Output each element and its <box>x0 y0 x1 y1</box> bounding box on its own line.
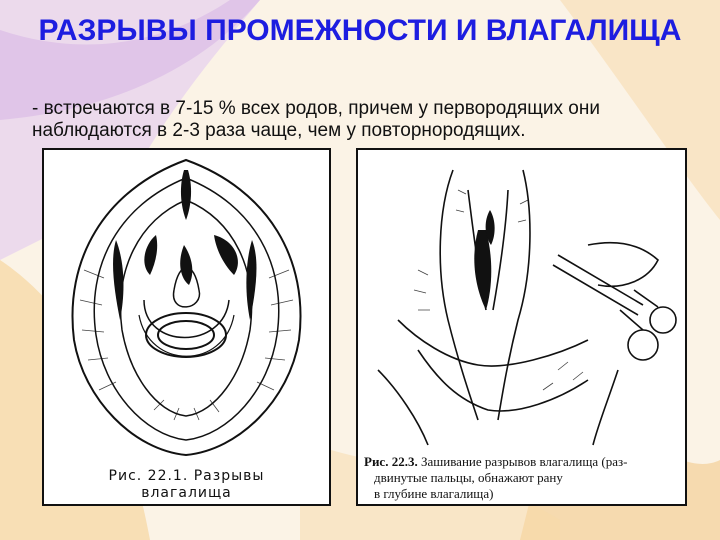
figure-2-caption-line-2: двинутые пальцы, обнажают рану <box>374 470 563 485</box>
vaginal-tears-illustration <box>44 150 329 460</box>
figure-1-caption-line-2: влагалища <box>141 485 232 501</box>
figure-vaginal-tears <box>42 148 331 506</box>
figure-2-caption-line-1: Зашивание разрывов влагалища (раз- <box>417 454 628 469</box>
body-text <box>32 98 702 142</box>
page-title: РАЗРЫВЫ ПРОМЕЖНОСТИ И ВЛАГАЛИЩА <box>38 14 682 47</box>
figure-2-caption <box>364 454 682 502</box>
vaginal-suture-illustration <box>358 150 685 450</box>
body-text-line-1: - встречаются в 7-15 % всех родов, причем у первородящих они <box>32 98 600 119</box>
figure-1-caption <box>44 468 329 502</box>
figure-2-caption-line-3: в глубине влагалища) <box>374 486 494 501</box>
body-text-line-2: наблюдаются в 2-3 раза чаще, чем у повторнородящих. <box>32 120 526 141</box>
figure-2-caption-label: Рис. 22.3. <box>364 454 418 469</box>
figure-vaginal-suture <box>356 148 687 506</box>
figure-1-caption-line-1: Рис. 22.1. Разрывы <box>108 468 265 484</box>
